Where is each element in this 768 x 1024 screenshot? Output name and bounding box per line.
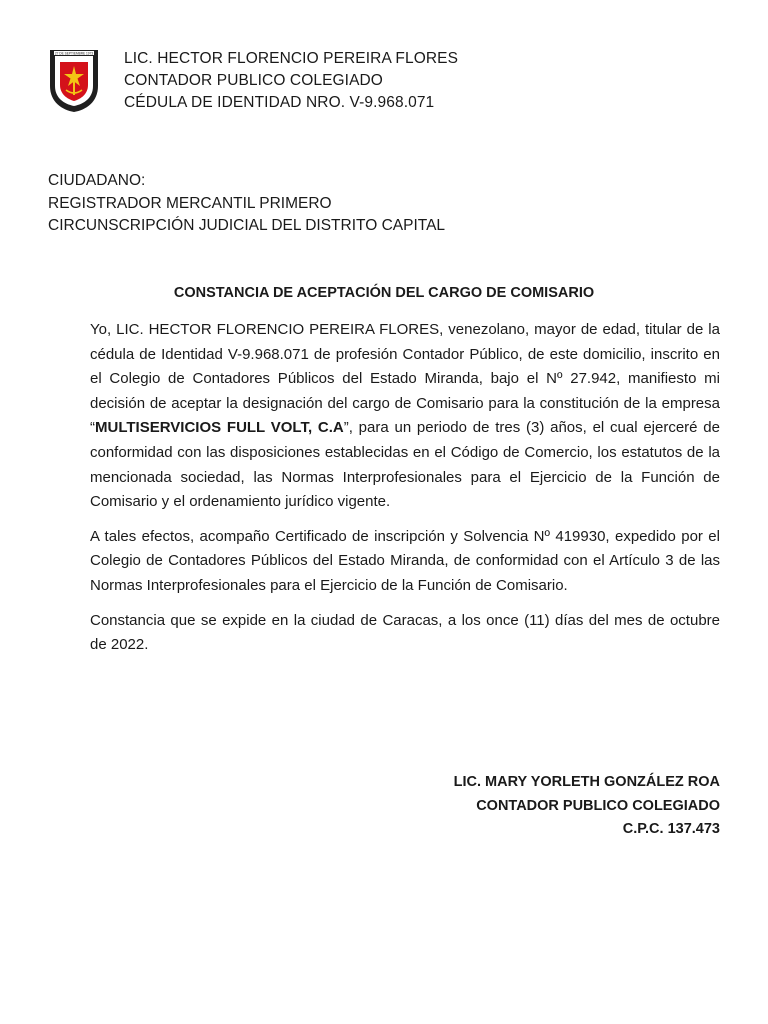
paragraph-declaration-start: Yo, LIC. HECTOR FLORENCIO PEREIRA FLORES, venezolano, mayor de edad, titular de la cédula de Identidad V-9.968.071 de profesión Contador Público, de este domicilio, inscrito en el Colegio de Contadores Públicos del Estado Miranda, bajo el Nº 27.942, manifiesto mi decisión de aceptar la designación del cargo de Comisario para la constitución de la empresa “ [90, 321, 720, 437]
paragraph-certificate: A tales efectos, acompaño Certificado de inscripción y Solvencia Nº 419930, expedido por el Colegio de Contadores Públicos del Estado Miranda, de conformidad con el Artículo 3 de las Normas Interprofesionales para el Ejercicio de la Función de Comisario. [90, 527, 720, 594]
signer-cpc-number: C.P.C. 137.473 [622, 821, 720, 837]
letterhead-name: LIC. HECTOR FLORENCIO PEREIRA FLORES [124, 50, 459, 67]
paragraph-declaration-end: ”, para un periodo de tres (3) años, el cual ejerceré de conformidad con las disposiciones establecidas en el Código de Comercio, los estatutos de la mencionada sociedad, las Normas Interprofesionales para el Ejercicio de la Función de Comisario y el ordenamiento jurídico vigente. [90, 419, 720, 511]
letterhead [124, 48, 458, 114]
document-body [90, 318, 720, 668]
letterhead-id: CÉDULA DE IDENTIDAD NRO. V-9.968.071 [124, 94, 435, 111]
svg-text:27 DE SEPTIEMBRE 1973: 27 DE SEPTIEMBRE 1973 [54, 51, 94, 56]
addressee-salutation: CIUDADANO: [48, 172, 146, 189]
document-title: CONSTANCIA DE ACEPTACIÓN DEL CARGO DE COMISARIO [173, 285, 595, 301]
signer-profession: CONTADOR PUBLICO COLEGIADO [476, 797, 720, 814]
addressee-office: REGISTRADOR MERCANTIL PRIMERO [48, 194, 332, 212]
addressee-jurisdiction: CIRCUNSCRIPCIÓN JUDICIAL DEL DISTRITO CAPITAL [48, 217, 446, 234]
paragraph-closing: Constancia que se expide en la ciudad de Caracas, a los once (11) días del mes de octubre de 2022. [90, 611, 720, 654]
letterhead-profession: CONTADOR PUBLICO COLEGIADO [124, 72, 383, 89]
company-name: MULTISERVICIOS FULL VOLT, C.A [95, 419, 344, 437]
paragraph-declaration [90, 318, 720, 515]
signer-name: LIC. MARY YORLETH GONZÁLEZ ROA [453, 774, 720, 790]
signature-block [454, 771, 720, 842]
accountants-college-seal-icon [48, 46, 100, 114]
addressee-block [48, 170, 445, 238]
